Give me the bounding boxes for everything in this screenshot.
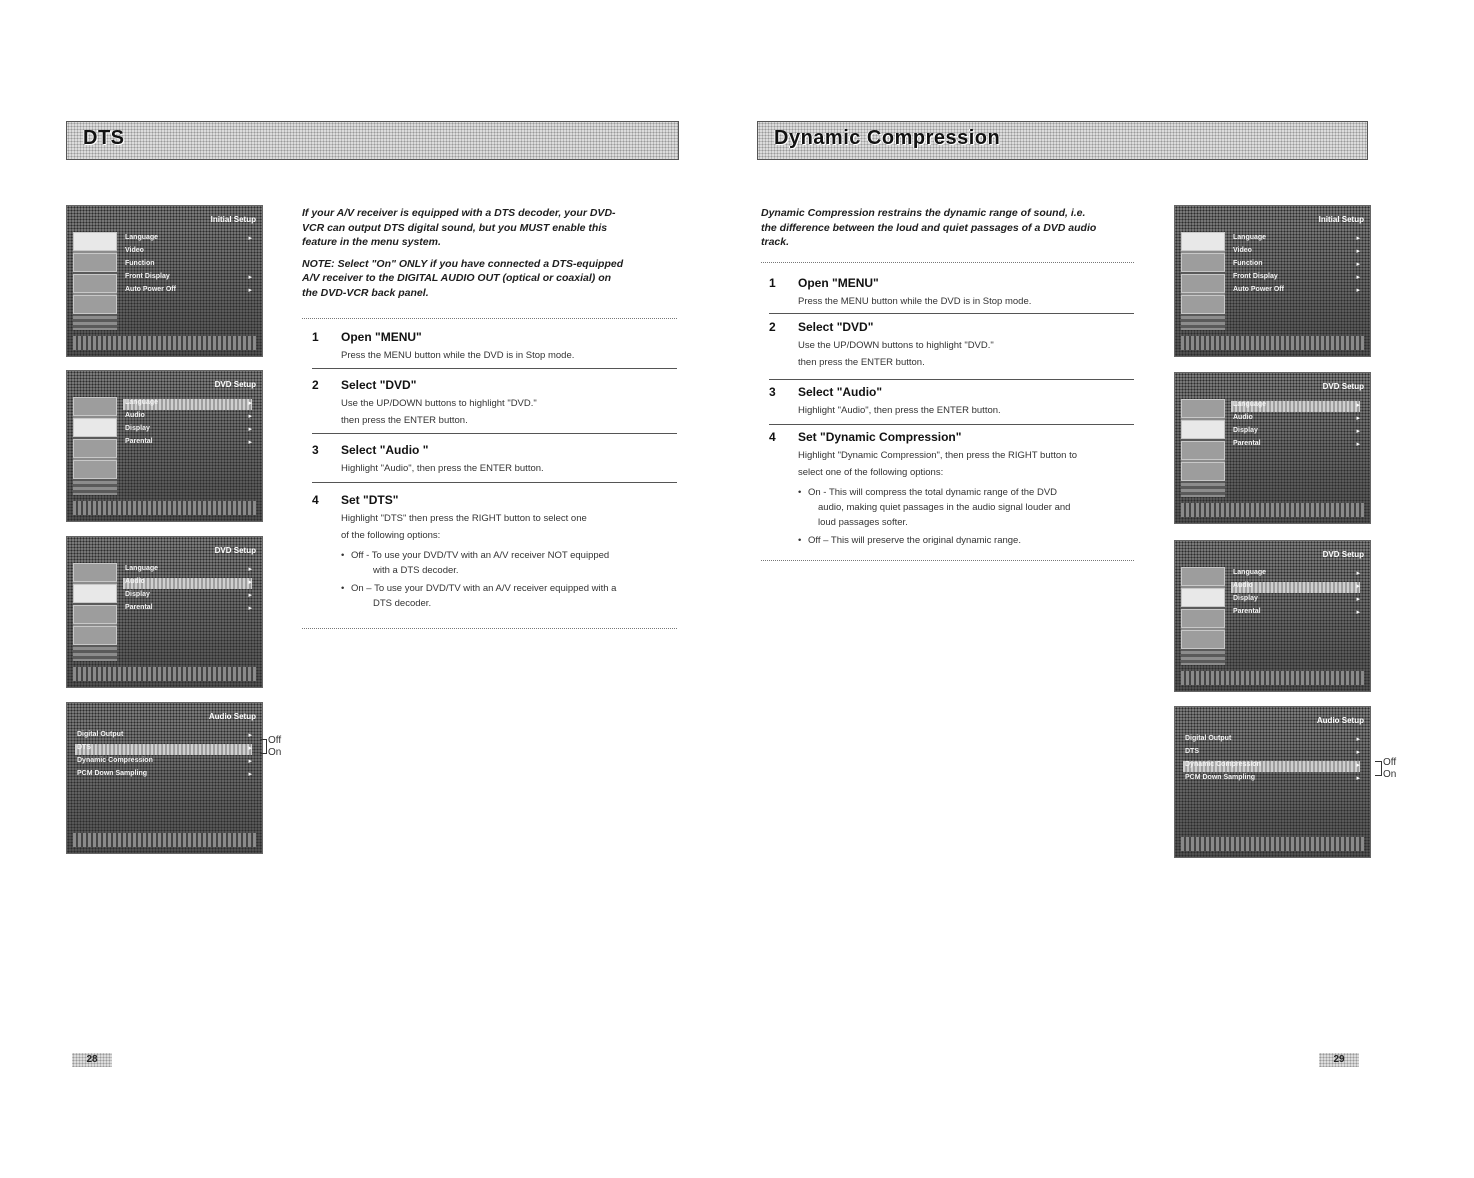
dvd-icon — [73, 418, 117, 437]
divider — [312, 482, 677, 483]
screen-bottom-bar — [1181, 671, 1364, 685]
screen-bottom-bar — [73, 833, 256, 847]
right-page: Dynamic Compression Dynamic Compression restrains the dynamic range of sound, i.e. the difference between the loud and quiet passages of a DVD audio track. 1 Open "MENU" Press the MENU button while the DVD is in Stop mode. 2 Select "DVD" Use the UP/DOWN buttons to highlight "DVD." then press the ENTER button. 3 Select "Audio" Highlight "Audio", then press the ENTER button. 4 Set "Dynamic Compression" Highlight "Dynamic Compression", then press the RIGHT button to select one of the following options: • On - This will compress the total dynamic range of the DVD audio, making quiet passages in the audio signal louder and loud passages softer. • Off – This will preserve the original dynamic range. Initial Setup Language ▸ Video ▸ Function ▸ Front Display ▸ Auto Power Off ▸ DVD Setup Language ▸ Audio ▸ Display ▸ Parental ▸ DVD Setup Language ▸ Audio ▸ Display ▸ Parental ▸ Audio Setup Digital Output ▸ DTS ▸ Dynamic Compression ▸ PCM Down Sampling ▸ Off On 29 — [737, 0, 1474, 1178]
screen-title: DVD Setup — [1322, 550, 1364, 559]
vcr-icon — [1181, 441, 1225, 460]
dvd-icon — [1181, 253, 1225, 272]
menu-row: Auto Power Off ▸ — [125, 286, 252, 294]
divider — [312, 368, 677, 369]
side-icons — [1181, 399, 1225, 497]
menu-row: Display ▸ — [1233, 595, 1360, 603]
screen-title: DVD Setup — [214, 380, 256, 389]
screen-title: Initial Setup — [1318, 215, 1364, 224]
note-text: NOTE: Select "On" ONLY if you have connected a DTS-equipped A/V receiver to the DIGITAL AUDIO OUT (optical or coaxial) on the DVD-VCR back panel. — [302, 257, 624, 299]
screen-title: Audio Setup — [208, 712, 256, 721]
option-bullet: • Off – This will preserve the original dynamic range. — [798, 535, 1021, 546]
page-number: 28 — [72, 1053, 112, 1067]
menu-row: Parental ▸ — [125, 604, 252, 612]
option-on: On — [1383, 769, 1397, 780]
setup-icon — [1181, 399, 1225, 418]
side-icons — [1181, 567, 1225, 665]
divider — [761, 560, 1134, 561]
left-page: DTS Initial Setup Language ▸ Video Function Front Display ▸ Auto Power Off ▸ DVD Setup Language ▸ Audio ▸ Display ▸ Parental ▸ DVD Setup Language ▸ Audio ▸ Display ▸ Parental ▸ Audio Setup Digital Output ▸ DTS ▸ Dynamic Compression ▸ PCM Down Sampling ▸ Off On If your A/V receiver is equipped with a DTS decoder, your DVD- VCR can output DTS digital sound, but you MUST enable this feature in the menu system. NOTE: Select "On" ONLY if you have connected a DTS-equipped A/V receiver to the DIGITAL AUDIO OUT (optical or coaxial) on the DVD-VCR back panel. 1 Open "MENU" Press the MENU button while the DVD is in Stop mode. 2 Select "DVD" Use the UP/DOWN buttons to highlight "DVD." then press the ENTER button. 3 Select "Audio " Highlight "Audio", then press the ENTER button. 4 Set "DTS" Highlight "DTS" then press the RIGHT button to select one of the following options: • Off - To use your DVD/TV with an A/V receiver NOT equipped with a DTS decoder. • On – To use your DVD/TV with an A/V receiver equipped with a DTS decoder. 28 — [0, 0, 737, 1178]
screen-bottom-bar — [1181, 503, 1364, 517]
radio-icon — [1181, 630, 1225, 649]
step-heading: Select "DVD" — [341, 378, 417, 392]
menu-screen-dvd — [66, 370, 263, 522]
radio-icon — [1181, 295, 1225, 314]
menu-screen-initial — [66, 205, 263, 357]
menu-row: Front Display ▸ — [1233, 273, 1360, 281]
screen-title: DVD Setup — [214, 546, 256, 555]
menu-row: Language ▸ — [125, 565, 252, 573]
menu-row: DTS ▸ — [75, 744, 252, 755]
menu-row: Display ▸ — [125, 425, 252, 433]
menu-row: DTS ▸ — [1185, 748, 1360, 756]
page-number: 29 — [1319, 1053, 1359, 1067]
screen-title: DVD Setup — [1322, 382, 1364, 391]
screen-bottom-bar — [1181, 837, 1364, 851]
screen-title: Audio Setup — [1316, 716, 1364, 725]
radio-icon — [73, 626, 117, 645]
option-bullet: • Off - To use your DVD/TV with an A/V receiver NOT equipped with a DTS decoder. — [341, 550, 610, 576]
menu-row: PCM Down Sampling ▸ — [1185, 774, 1360, 782]
dvd-icon — [73, 253, 117, 272]
setup-icon — [1181, 232, 1225, 251]
menu-screen-dvd-audio — [1174, 540, 1371, 692]
menu-row: Audio ▸ — [123, 578, 252, 589]
vcr-icon — [1181, 609, 1225, 628]
screen-title: Initial Setup — [210, 215, 256, 224]
screen-bottom-bar — [1181, 336, 1364, 350]
menu-screen-audio — [66, 702, 263, 854]
vcr-icon — [1181, 274, 1225, 293]
section-title: Dynamic Compression — [774, 127, 1001, 149]
menu-screen-initial — [1174, 205, 1371, 357]
vcr-icon — [73, 274, 117, 293]
divider — [769, 313, 1134, 314]
step-heading: Select "Audio" — [798, 385, 883, 399]
setup-icon — [73, 232, 117, 251]
menu-row: Dynamic Compression ▸ — [1183, 761, 1360, 772]
screen-bottom-bar — [73, 667, 256, 681]
side-icons — [73, 397, 117, 495]
menu-row: Display ▸ — [1233, 427, 1360, 435]
menu-row: Dynamic Compression ▸ — [77, 757, 252, 765]
menu-row: Parental ▸ — [125, 438, 252, 446]
section-header-dynamic-compression — [757, 121, 1368, 160]
menu-row: Front Display ▸ — [125, 273, 252, 281]
intro-text: If your A/V receiver is equipped with a DTS decoder, your DVD- VCR can output DTS digital sound, but you MUST enable this feature in the menu system. NOTE: Select "On" ONLY if you have connected a DTS-equipped A/V receiver to the DIGITAL AUDIO OUT (optical or coaxial) on the DVD-VCR back panel. — [302, 206, 680, 307]
section-header-dts — [66, 121, 679, 160]
option-off: Off — [1383, 757, 1397, 768]
menu-row: Language ▸ — [123, 399, 252, 410]
divider — [769, 379, 1134, 380]
menu-row: Auto Power Off ▸ — [1233, 286, 1360, 294]
menu-row: Display ▸ — [125, 591, 252, 599]
menu-row: Video ▸ — [1233, 247, 1360, 255]
vcr-icon — [73, 605, 117, 624]
radio-icon — [73, 295, 117, 314]
menu-row: Audio ▸ — [125, 412, 252, 420]
option-bullet: • On - This will compress the total dynamic range of the DVD audio, making quiet passages in the audio signal louder and loud passages softer. — [798, 487, 1071, 528]
menu-row: Audio ▸ — [1233, 414, 1360, 422]
screen-bottom-bar — [73, 501, 256, 515]
side-icons — [73, 232, 117, 330]
option-bullet: • On – To use your DVD/TV with an A/V receiver equipped with a DTS decoder. — [341, 583, 617, 609]
divider — [312, 433, 677, 434]
menu-screen-dvd-audio — [66, 536, 263, 688]
option-off: Off — [268, 735, 282, 746]
divider — [302, 628, 677, 629]
menu-row: Function ▸ — [1233, 260, 1360, 268]
menu-row: Language ▸ — [1233, 569, 1360, 577]
divider — [302, 318, 677, 319]
step-heading: Select "DVD" — [798, 320, 874, 334]
setup-icon — [73, 397, 117, 416]
menu-row: Parental ▸ — [1233, 440, 1360, 448]
step-heading: Select "Audio " — [341, 443, 429, 457]
menu-screen-audio — [1174, 706, 1371, 858]
menu-row: Language ▸ — [1233, 234, 1360, 242]
menu-row: Language ▸ — [125, 234, 252, 242]
menu-row: Digital Output ▸ — [77, 731, 252, 739]
section-title: DTS — [83, 127, 125, 149]
dynamic-compression-options — [1383, 757, 1396, 781]
screen-bottom-bar — [73, 336, 256, 350]
menu-row: Language ▸ — [1231, 401, 1360, 412]
menu-row: Audio ▸ — [1231, 582, 1360, 593]
setup-icon — [73, 563, 117, 582]
step-heading: Set "DTS" — [341, 493, 399, 507]
dts-options — [268, 735, 281, 759]
step-heading: Open "MENU" — [341, 330, 422, 344]
dvd-icon — [1181, 588, 1225, 607]
menu-row: Parental ▸ — [1233, 608, 1360, 616]
vcr-icon — [73, 439, 117, 458]
step-heading: Set "Dynamic Compression" — [798, 430, 962, 444]
option-on: On — [268, 747, 282, 758]
menu-row: PCM Down Sampling ▸ — [77, 770, 252, 778]
step-heading: Open "MENU" — [798, 276, 879, 290]
dvd-icon — [1181, 420, 1225, 439]
menu-screen-dvd — [1174, 372, 1371, 524]
side-icons — [73, 563, 117, 661]
menu-row: Function — [125, 260, 155, 267]
menu-row: Video — [125, 247, 144, 254]
setup-icon — [1181, 567, 1225, 586]
menu-row: Digital Output ▸ — [1185, 735, 1360, 743]
side-icons — [1181, 232, 1225, 330]
divider — [761, 262, 1134, 263]
dvd-icon — [73, 584, 117, 603]
intro-text: Dynamic Compression restrains the dynamic range of sound, i.e. the difference between the loud and quiet passages of a DVD audio track. — [761, 207, 1097, 248]
radio-icon — [73, 460, 117, 479]
divider — [769, 424, 1134, 425]
radio-icon — [1181, 462, 1225, 481]
